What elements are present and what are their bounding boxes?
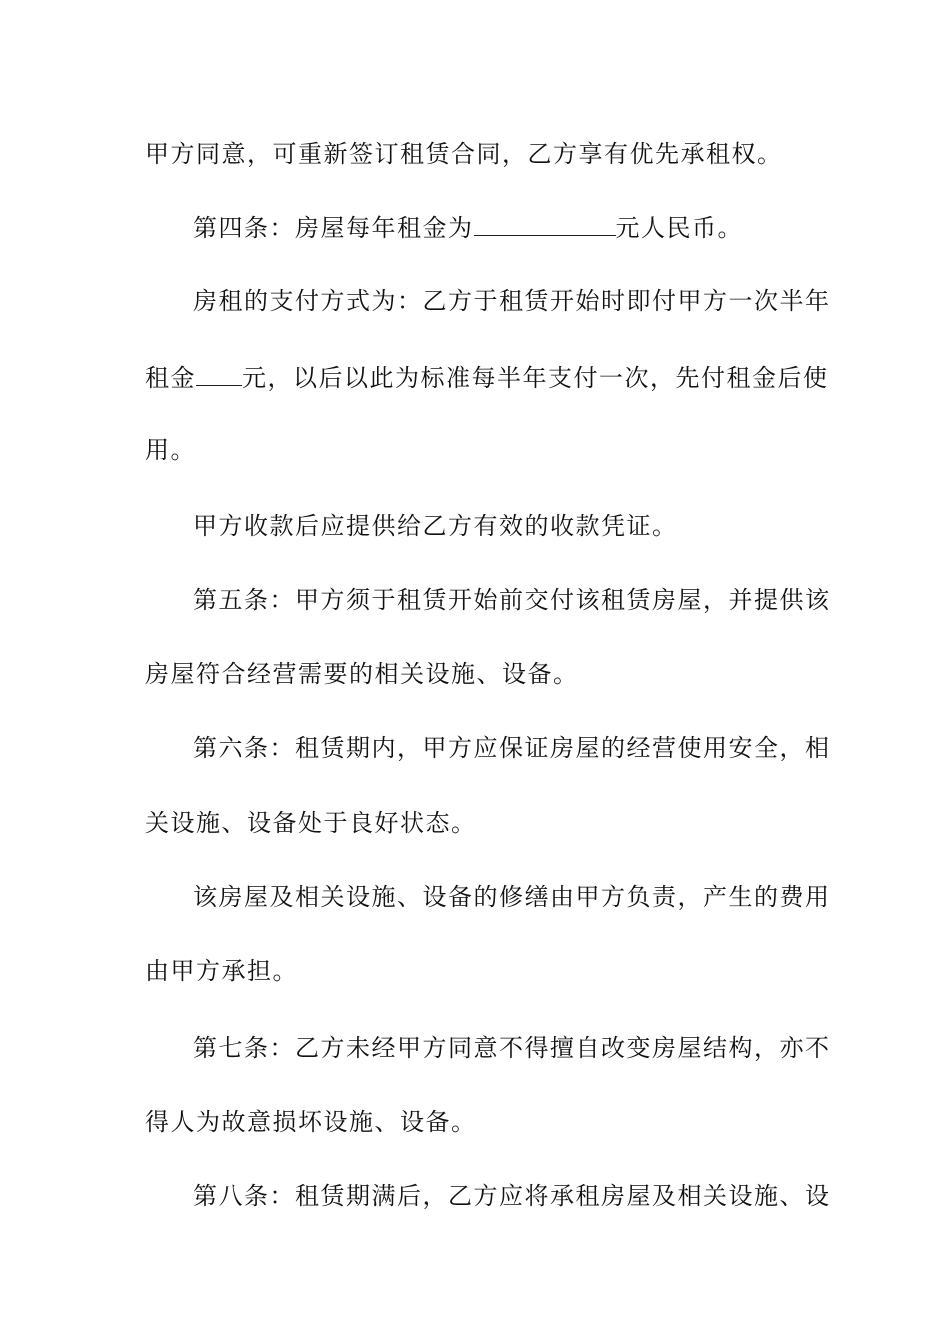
text-line: 第八条：租赁期满后，乙方应将承租房屋及相关设施、设 (193, 1182, 831, 1210)
text-line: 第七条：乙方未经甲方同意不得擅自改变房屋结构，亦不 (193, 1034, 831, 1062)
text-line: 甲方同意，可重新签订租赁合同，乙方享有优先承租权。 (145, 140, 783, 168)
text-line: 第六条：租赁期内，甲方应保证房屋的经营使用安全，相 (193, 734, 831, 762)
text-line: 房租的支付方式为：乙方于租赁开始时即付甲方一次半年 (193, 287, 831, 315)
payment-amount-line: 租金 元，以后以此为标准每半年支付一次，先付租金后使 (145, 357, 815, 397)
text-line: 甲方收款后应提供给乙方有效的收款凭证。 (193, 512, 678, 540)
text-line: 关设施、设备处于良好状态。 (145, 809, 477, 837)
text-line: 第五条：甲方须于租赁开始前交付该租赁房屋，并提供该 (193, 586, 831, 614)
text-line: 用。 (145, 436, 196, 464)
text-line: 该房屋及相关设施、设备的修缮由甲方负责，产生的费用 (193, 883, 831, 911)
text-line: 房屋符合经营需要的相关设施、设备。 (145, 660, 579, 688)
text-line: 由甲方承担。 (145, 957, 298, 985)
payment-amount-blank (196, 357, 242, 386)
text-line: 得人为故意损坏设施、设备。 (145, 1108, 477, 1136)
rent-amount-blank (474, 207, 616, 236)
article-4-rent-line: 第四条：房屋每年租金为 元人民币。 (193, 207, 815, 247)
